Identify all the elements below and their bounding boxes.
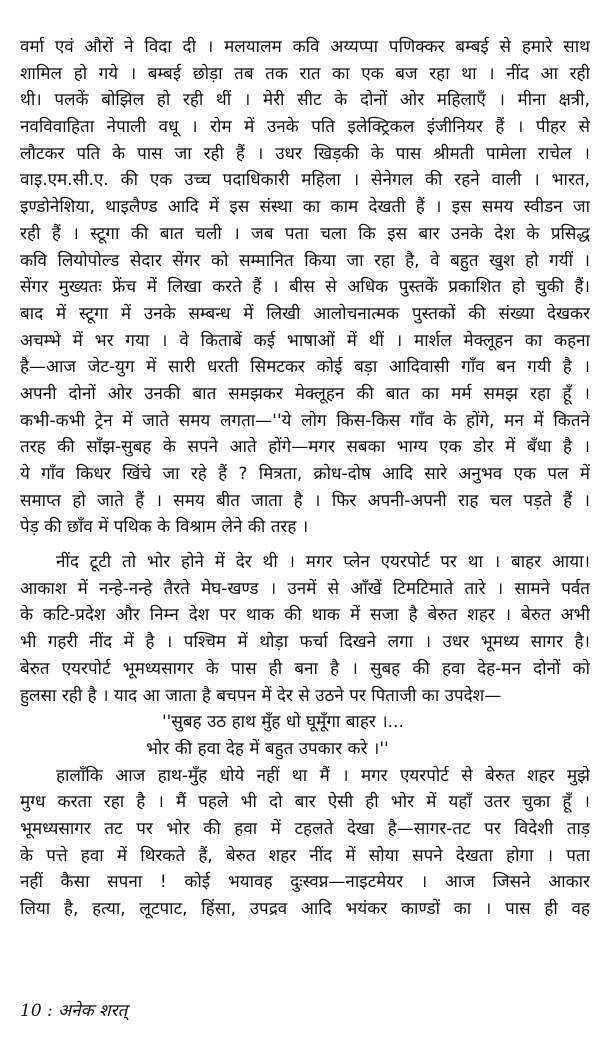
text-line: नींद टूटी तो भोर होने में देर थी । मगर प्लेन एयरपोर्ट पर था । बाहर आया। bbox=[56, 552, 590, 573]
text-line: हालाँकि आज हाथ-मुँह धोये नहीं था मैं । मगर एयरपोर्ट से बेरुत शहर मुझे bbox=[56, 765, 590, 786]
text-line: वाइ.एम.सी.ए. की एक उच्च पदाधिकारी महिला । सेनेगल की रहने वाली । भारत, bbox=[20, 170, 590, 191]
paragraph-2 bbox=[20, 549, 590, 709]
text-line: समाप्त हो जाते हैं । समय बीत जाता है । फिर अपनी-अपनी राह चल पड़ते हैं । bbox=[20, 490, 590, 511]
text-line: शामिल हो गये । बम्बई छोड़ा तब तक रात का एक बज रहा था । नींद आ रही bbox=[20, 63, 590, 84]
verse-quote bbox=[20, 709, 590, 762]
text-line: लिया है, हत्या, लूटपाट, हिंसा, उपद्रव आदि भयंकर काण्डों का । पास ही वह bbox=[20, 899, 590, 919]
paragraph-1 bbox=[20, 34, 590, 541]
text-line: मुग्ध करता रहा है । मैं पहले भी दो बार ऐसी ही भोर में यहाँ उतर चुका हूँ । bbox=[20, 792, 590, 813]
text-line: के कटि-प्रदेश और निम्न देश पर थाक की थाक में सजा है बेरुत शहर । बेरुत अभी bbox=[20, 605, 590, 626]
text-line: कभी-कभी ट्रेन में जाते समय लगता—''ये लोग किस-किस गाँव के होंगे, मन में कितने bbox=[20, 410, 590, 431]
text-line: थी। पलकें बोझिल हो रही थीं । मेरी सीट के दोनों ओर महिलाएँ । मीना क्षत्री, bbox=[20, 90, 590, 111]
paragraph-3 bbox=[20, 763, 590, 923]
text-line: तरह की साँझ-सुबह के सपने आते होंगे—मगर सबका भाग्य एक डोर में बँधा है । bbox=[20, 437, 590, 458]
text-line: भी गहरी नींद में है । पश्चिम में थोड़ा फर्चा दिखने लगा । उधर भूमध्य सागर है। bbox=[20, 632, 590, 653]
text-line: नवविवाहिता नेपाली वधू । रोम में उनके पति इलेक्ट्रिकल इंजीनियर हैं । पीहर से bbox=[20, 117, 590, 138]
text-line: के पत्ते हवा में थिरकते हैं, बेरुत शहर नींद में सोया सपने देखता होगा । पता bbox=[20, 845, 590, 866]
text-line: बेरुत एयरपोर्ट भूमध्यसागर के पास ही बना है । सुबह की हवा देह-मन दोनों को bbox=[20, 658, 590, 679]
verse-line: ''सुबह उठ हाथ मुँह धो घूमूँगा बाहर ।... bbox=[162, 712, 404, 733]
text-line: हुलसा रही है । याद आ जाता है बचपन में देर से उठने पर पिताजी का उपदेश— bbox=[20, 685, 502, 706]
text-line: वर्मा एवं औरों ने विदा दी । मलयालम कवि अय्यप्पा पणिक्कर बम्बई से हमारे साथ bbox=[20, 37, 590, 57]
text-line: नहीं कैसा सपना ! कोई भयावह दुःस्वप्न—नाइटमेयर । आज जिसने आकार bbox=[20, 872, 590, 893]
text-line: लौटकर पति के पास जा रही हैं । उधर खिड़की के पास श्रीमती पामेला राचेल । bbox=[20, 143, 590, 164]
text-line: भूमध्यसागर तट पर भोर की हवा में टहलते देखा है—सागर-तट पर विदेशी ताड़ bbox=[20, 818, 590, 839]
text-line: आकाश में नन्हे-नन्हे तैरते मेघ-खण्ड । उनमें से आँखें टिमटिमाते तारे । सामने पर्वत bbox=[20, 578, 590, 599]
page-footer: 10 : अनेक शरत् bbox=[20, 1001, 128, 1021]
text-line: रही हैं । स्टूगा की बात चली । जब पता चला कि इस बार उनके देश के प्रसिद्ध bbox=[20, 223, 590, 244]
text-line: कवि लियोपोल्ड सेदार सेंगर को सम्मानित किया जा रहा है, वे बहुत खुश हो गयीं । bbox=[20, 250, 590, 271]
text-line: इण्डोनेशिया, थाइलैण्ड आदि में इस संस्था का काम देखती हैं । इस समय स्वीडन जा bbox=[20, 197, 590, 218]
text-line: ये गाँव किधर खिंचे जा रहे हैं ? मित्रता, क्रोध-दोष आदि सारे अनुभव एक पल में bbox=[20, 464, 590, 484]
page-body bbox=[20, 34, 590, 923]
text-line: बाद में स्टूगा में उनके सम्बन्ध में लिखी आलोचनात्मक पुस्तकों की संख्या देखकर bbox=[20, 303, 590, 324]
text-line: है—आज जेट-युग में सारी धरती सिमटकर कोई बड़ा आदिवासी गाँव बन गयी है । bbox=[20, 357, 590, 378]
verse-line: भोर की हवा देह में बहुत उपकार करे ।'' bbox=[146, 738, 389, 759]
text-line: सेंगर मुख्यतः फ्रेंच में लिखा करते हैं । बीस से अधिक पुस्तकें प्रकाशित हो चुकी हैं। bbox=[20, 277, 590, 298]
text-line: पेड़ की छाँव में पथिक के विश्राम लेने की तरह । bbox=[20, 517, 309, 538]
text-line: अपनी दोनों ओर उनकी बात समझकर मेक्लूहन की बात का मर्म समझ रहा हूँ । bbox=[20, 383, 590, 404]
text-line: अचम्भे में भर गया । वे किताबें कई भाषाओं में थीं । मार्शल मेक्लूहन का कहना bbox=[20, 330, 590, 351]
